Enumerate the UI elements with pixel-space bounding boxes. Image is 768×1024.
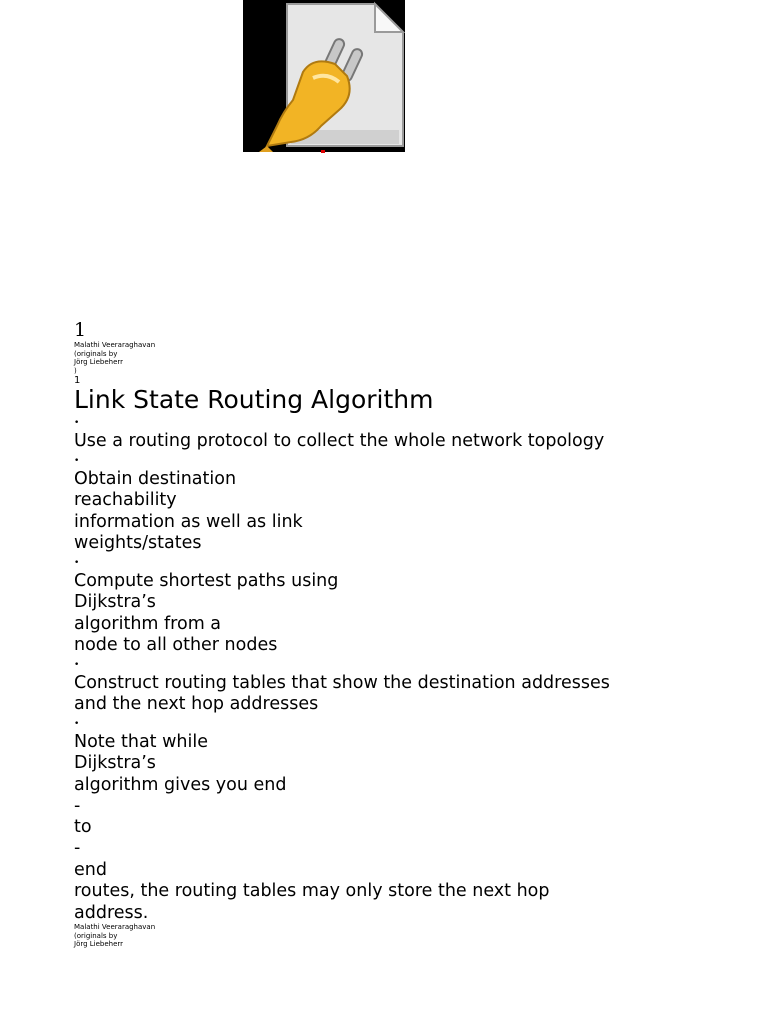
bullet-text: Use a routing protocol to collect the whole network topology [74,431,605,451]
bullet-text: Note that while [74,732,208,752]
bullet-marker: • [74,660,80,670]
bullet-text: routes, the routing tables may only store the next hop [74,881,550,901]
bullet-text: reachability [74,490,177,510]
author-credit [74,341,155,375]
bullet-text: and the next hop addresses [74,694,319,714]
bullet-text: to [74,817,92,837]
slide-number-small: 1 [74,375,81,386]
bullet-marker: • [74,719,80,729]
footer-credit [74,923,155,949]
slide-number: 1 [74,319,87,341]
credit-line: Jörg Liebeherr [74,940,124,948]
bullet-text: end [74,860,107,880]
bullet-text: Dijkstra’s [74,753,156,773]
bullet-text: Construct routing tables that show the destination addresses [74,673,610,693]
bullet-text: weights/states [74,533,202,553]
slide-title: Link State Routing Algorithm [74,385,434,414]
red-mark [321,150,325,153]
credit-line: (originals by [74,931,118,940]
bullet-text: address. [74,903,149,923]
bullet-text: algorithm gives you end [74,775,287,795]
bullet-text: node to all other nodes [74,635,278,655]
credit-line: Malathi Veeraraghavan [74,341,156,349]
bullet-text: Dijkstra’s [74,592,156,612]
bullet-text: - [74,796,81,816]
bullet-marker: • [74,456,80,466]
bullet-marker: • [74,558,80,568]
bullet-text: - [74,838,81,858]
bullet-text: Obtain destination [74,469,237,489]
bullet-marker: • [74,418,80,428]
credit-line: Jörg Liebeherr [74,358,124,366]
bullet-text: algorithm from a [74,614,222,634]
credit-line: Malathi Veeraraghavan [74,923,156,931]
bullet-text: information as well as link [74,512,303,532]
credit-line: ) [74,366,77,375]
bullet-text: Compute shortest paths using [74,571,339,591]
power-plug-document-icon [243,0,405,152]
credit-line: (originals by [74,349,118,358]
